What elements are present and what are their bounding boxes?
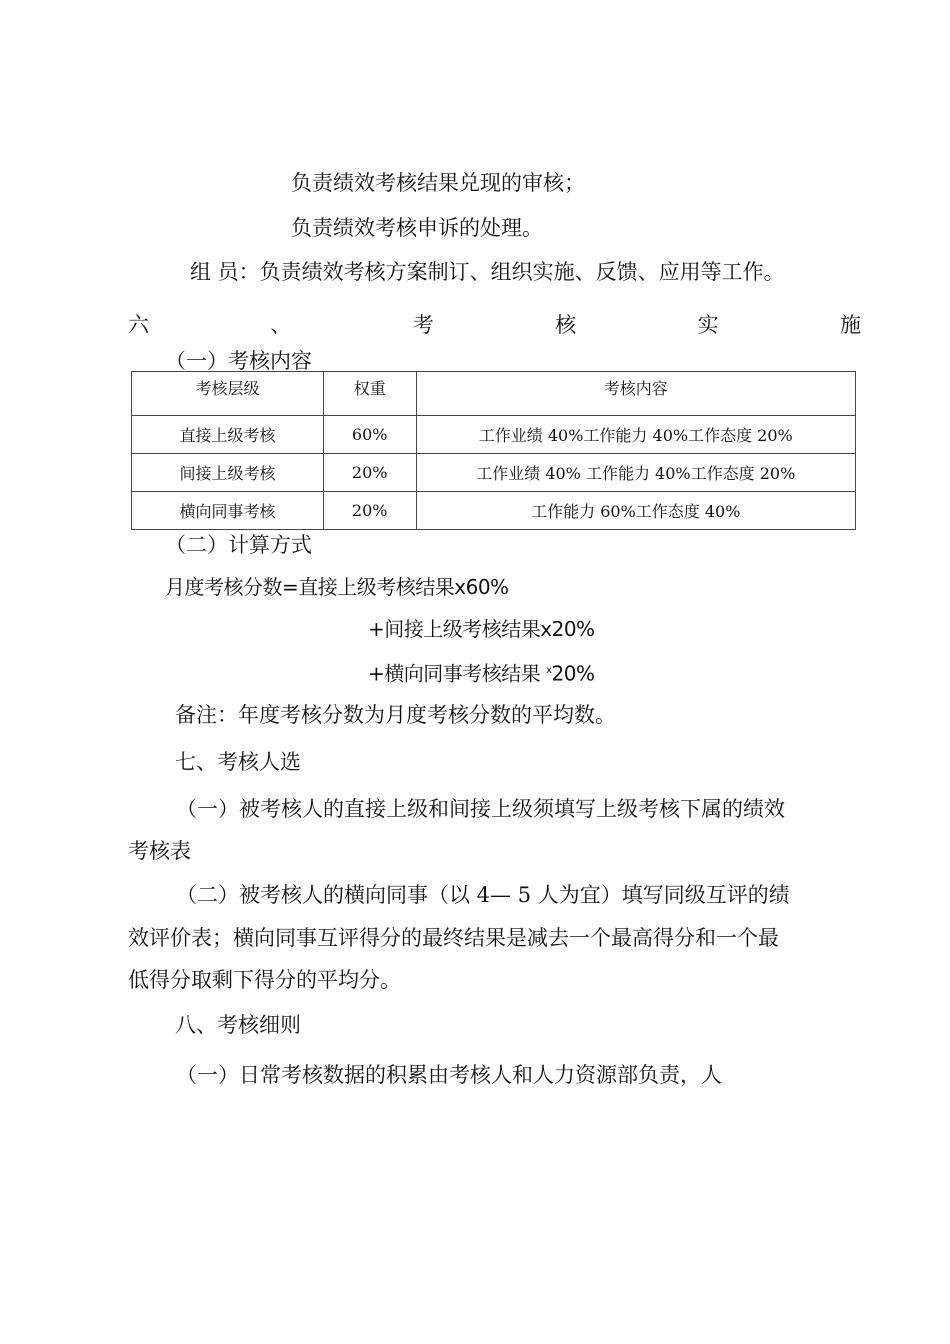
section-7-heading: 七、考核人选 [175,750,301,774]
table-cell: 直接上级考核 [132,416,324,454]
formula-line-1: 月度考核分数=直接上级考核结果x60% [165,575,509,599]
formula-percent: 20% [551,661,595,686]
table-cell: 横向同事考核 [132,492,324,530]
paragraph-review-duty: 负责绩效考核结果兑现的审核； [291,171,585,195]
section-8-heading: 八、考核细则 [175,1013,301,1037]
paragraph-7-1-line-1: （一）被考核人的直接上级和间接上级须填写上级考核下属的绩效 [176,797,785,821]
paragraph-8-1: （一）日常考核数据的积累由考核人和人力资源部负责，人 [176,1063,722,1087]
table-cell: 工作业绩 40% 工作能力 40%工作态度 20% [416,454,855,492]
table-cell: 20% [323,454,416,492]
paragraph-appeal-duty: 负责绩效考核申诉的处理。 [291,216,543,240]
table-cell: 工作能力 60%工作态度 40% [416,492,855,530]
table-header-cell: 权重 [323,372,416,416]
table-cell: 间接上级考核 [132,454,324,492]
note-annual-score: 备注：年度考核分数为月度考核分数的平均数。 [175,703,616,727]
heading-char: 考 [412,313,434,337]
subheading-calculation: （二）计算方式 [165,533,312,557]
heading-char: 施 [839,313,861,337]
table-header-cell: 考核层级 [132,372,324,416]
table-cell: 20% [323,492,416,530]
heading-char: 六 [128,313,149,337]
paragraph-7-1-line-2: 考核表 [128,839,191,863]
heading-char: 实 [697,313,719,337]
formula-text: +横向同事考核结果 [368,661,541,686]
subheading-content: （一）考核内容 [165,349,312,373]
formula-line-2: +间接上级考核结果x20% [368,617,595,641]
table-cell: 60% [323,416,416,454]
paragraph-member-duty: 组 员：负责绩效考核方案制订、组织实施、反馈、应用等工作。 [190,260,785,284]
table-header-cell: 考核内容 [416,372,855,416]
table-row [132,492,856,530]
paragraph-7-2-line-3: 低得分取剩下得分的平均分。 [128,968,401,992]
section-6-heading [128,312,861,338]
table-row [132,454,856,492]
formula-times: x [546,665,552,676]
paragraph-7-2-line-2: 效评价表；横向同事互评得分的最终结果是减去一个最高得分和一个最 [128,926,779,950]
formula-line-3 [368,658,595,687]
paragraph-7-2-line-1: （二）被考核人的横向同事（以 4— 5 人为宜）填写同级互评的绩 [176,883,790,907]
heading-char: 核 [555,313,577,337]
table-cell: 工作业绩 40%工作能力 40%工作态度 20% [416,416,855,454]
heading-char: 、 [270,313,292,337]
assessment-table [131,371,856,530]
table-row [132,416,856,454]
table-header-row [132,372,856,416]
